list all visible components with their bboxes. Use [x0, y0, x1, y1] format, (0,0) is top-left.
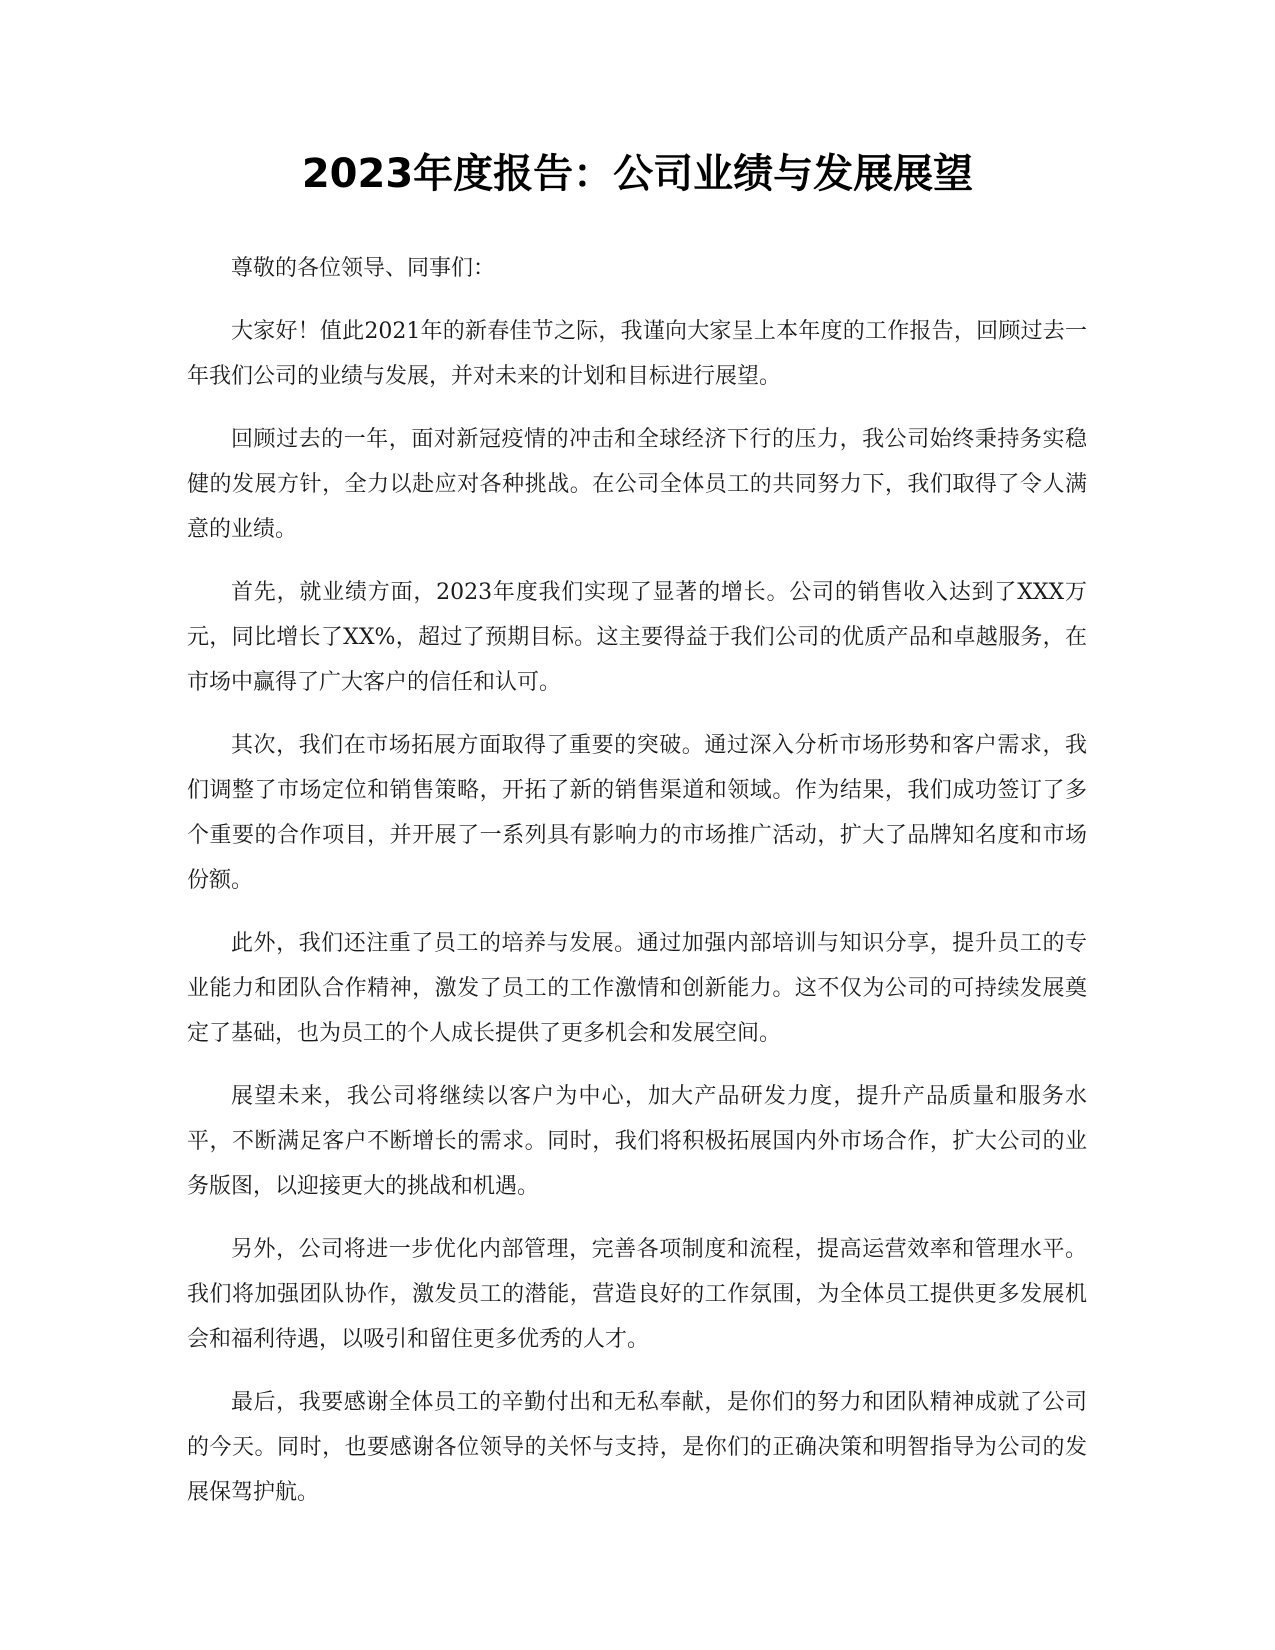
- paragraph-greeting: 大家好！值此2021年的新春佳节之际，我谨向大家呈上本年度的工作报告，回顾过去一年我们公司的业绩与发展，并对未来的计划和目标进行展望。: [187, 319, 1087, 389]
- salutation: 尊敬的各位领导、同事们：: [231, 256, 496, 281]
- document-title: 2023年度报告：公司业绩与发展展望: [301, 151, 974, 197]
- paragraph-management: 另外，公司将进一步优化内部管理，完善各项制度和流程，提高运营效率和管理水平。我们将加强团队协作，激发员工的潜能，营造良好的工作氛围，为全体员工提供更多发展机会和福利待遇，以吸引和留住更多优秀的人才。: [187, 1237, 1087, 1352]
- paragraph-performance: 首先，就业绩方面，2023年度我们实现了显著的增长。公司的销售收入达到了XXX万元，同比增长了XX%，超过了预期目标。这主要得益于我们公司的优质产品和卓越服务，在市场中赢得了广大客户的信任和认可。: [187, 580, 1087, 695]
- paragraph-staff-development: 此外，我们还注重了员工的培养与发展。通过加强内部培训与知识分享，提升员工的专业能力和团队合作精神，激发了员工的工作激情和创新能力。这不仅为公司的可持续发展奠定了基础，也为员工的个人成长提供了更多机会和发展空间。: [187, 931, 1087, 1046]
- paragraph-market-expansion: 其次，我们在市场拓展方面取得了重要的突破。通过深入分析市场形势和客户需求，我们调整了市场定位和销售策略，开拓了新的销售渠道和领域。作为结果，我们成功签订了多个重要的合作项目，并开展了一系列具有影响力的市场推广活动，扩大了品牌知名度和市场份额。: [187, 733, 1087, 893]
- document-body: [187, 246, 1087, 1533]
- paragraph-thanks: 最后，我要感谢全体员工的辛勤付出和无私奉献，是你们的努力和团队精神成就了公司的今天。同时，也要感谢各位领导的关怀与支持，是你们的正确决策和明智指导为公司的发展保驾护航。: [187, 1390, 1087, 1505]
- paragraph-outlook: 展望未来，我公司将继续以客户为中心，加大产品研发力度，提升产品质量和服务水平，不断满足客户不断增长的需求。同时，我们将积极拓展国内外市场合作，扩大公司的业务版图，以迎接更大的挑战和机遇。: [187, 1084, 1087, 1199]
- paragraph-review: 回顾过去的一年，面对新冠疫情的冲击和全球经济下行的压力，我公司始终秉持务实稳健的发展方针，全力以赴应对各种挑战。在公司全体员工的共同努力下，我们取得了令人满意的业绩。: [187, 427, 1087, 542]
